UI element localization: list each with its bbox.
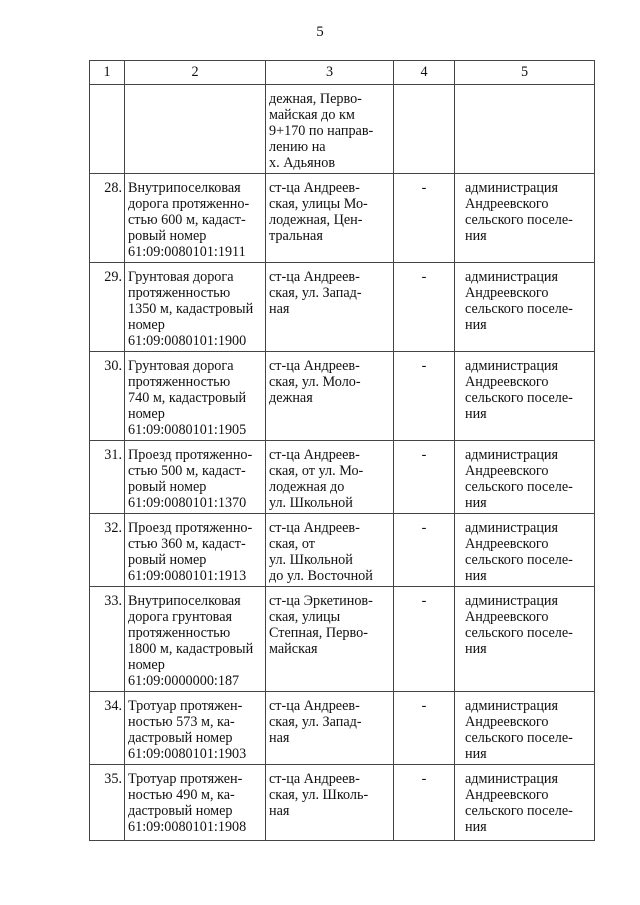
column-4-value: - — [394, 263, 455, 352]
object-name: Грунтовая дорога протяженностью 1350 м, кадастровый номер 61:09:0080101:1900 — [125, 263, 266, 352]
table-row — [90, 514, 595, 587]
row-number — [90, 85, 125, 174]
page-number: 5 — [316, 24, 324, 40]
row-number: 29. — [90, 263, 125, 352]
object-name: Тротуар протяжен- ностью 490 м, ка- дастровый номер 61:09:0080101:1908 — [125, 765, 266, 841]
owner-name: администрация Андреевского сельского поселе- ния — [455, 352, 595, 441]
table-row — [90, 352, 595, 441]
row-number: 32. — [90, 514, 125, 587]
table-row — [90, 85, 595, 174]
owner-name: администрация Андреевского сельского поселе- ния — [455, 587, 595, 692]
object-name: Грунтовая дорога протяженностью 740 м, кадастровый номер 61:09:0080101:1905 — [125, 352, 266, 441]
row-number: 31. — [90, 441, 125, 514]
table-row — [90, 587, 595, 692]
object-location: ст-ца Андреев- ская, ул. Моло- дежная — [266, 352, 394, 441]
row-number: 28. — [90, 174, 125, 263]
object-name: Внутрипоселковая дорога протяженно- стью 600 м, кадаст- ровый номер 61:09:0080101:1911 — [125, 174, 266, 263]
row-number: 35. — [90, 765, 125, 841]
table-row — [90, 263, 595, 352]
object-location: ст-ца Андреев- ская, ул. Запад- ная — [266, 263, 394, 352]
object-location: дежная, Перво- майская до км 9+170 по направ- лению на х. Адьянов — [266, 85, 394, 174]
object-name: Проезд протяженно- стью 360 м, кадаст- ровый номер 61:09:0080101:1913 — [125, 514, 266, 587]
owner-name: администрация Андреевского сельского поселе- ния — [455, 441, 595, 514]
header-col-3: 3 — [266, 61, 394, 85]
column-4-value: - — [394, 352, 455, 441]
object-location: ст-ца Андреев- ская, улицы Мо- лодежная, Цен- тральная — [266, 174, 394, 263]
column-4-value — [394, 85, 455, 174]
row-number: 34. — [90, 692, 125, 765]
owner-name: администрация Андреевского сельского поселе- ния — [455, 263, 595, 352]
owner-name: администрация Андреевского сельского поселе- ния — [455, 174, 595, 263]
column-4-value: - — [394, 765, 455, 841]
header-col-5: 5 — [455, 61, 595, 85]
object-location: ст-ца Андреев- ская, от ул. Школьной до ул. Восточной — [266, 514, 394, 587]
table-row — [90, 765, 595, 841]
header-row — [90, 61, 595, 85]
column-4-value: - — [394, 692, 455, 765]
registry-table — [89, 60, 595, 841]
object-location: ст-ца Андреев- ская, ул. Школь- ная — [266, 765, 394, 841]
column-4-value: - — [394, 441, 455, 514]
object-name: Проезд протяженно- стью 500 м, кадаст- ровый номер 61:09:0080101:1370 — [125, 441, 266, 514]
object-location: ст-ца Эркетинов- ская, улицы Степная, Перво- майская — [266, 587, 394, 692]
owner-name: администрация Андреевского сельского поселе- ния — [455, 514, 595, 587]
row-number: 30. — [90, 352, 125, 441]
table-row — [90, 174, 595, 263]
owner-name — [455, 85, 595, 174]
header-col-2: 2 — [125, 61, 266, 85]
table-row — [90, 441, 595, 514]
header-col-4: 4 — [394, 61, 455, 85]
header-col-1: 1 — [90, 61, 125, 85]
owner-name: администрация Андреевского сельского поселе- ния — [455, 692, 595, 765]
object-location: ст-ца Андреев- ская, ул. Запад- ная — [266, 692, 394, 765]
object-name: Тротуар протяжен- ностью 573 м, ка- дастровый номер 61:09:0080101:1903 — [125, 692, 266, 765]
column-4-value: - — [394, 587, 455, 692]
object-location: ст-ца Андреев- ская, от ул. Мо- лодежная до ул. Школьной — [266, 441, 394, 514]
column-4-value: - — [394, 174, 455, 263]
registry-table-body — [90, 61, 595, 841]
table-row — [90, 692, 595, 765]
row-number: 33. — [90, 587, 125, 692]
column-4-value: - — [394, 514, 455, 587]
object-name: Внутрипоселковая дорога грунтовая протяженностью 1800 м, кадастровый номер 61:09:0000000:187 — [125, 587, 266, 692]
object-name — [125, 85, 266, 174]
owner-name: администрация Андреевского сельского поселе- ния — [455, 765, 595, 841]
